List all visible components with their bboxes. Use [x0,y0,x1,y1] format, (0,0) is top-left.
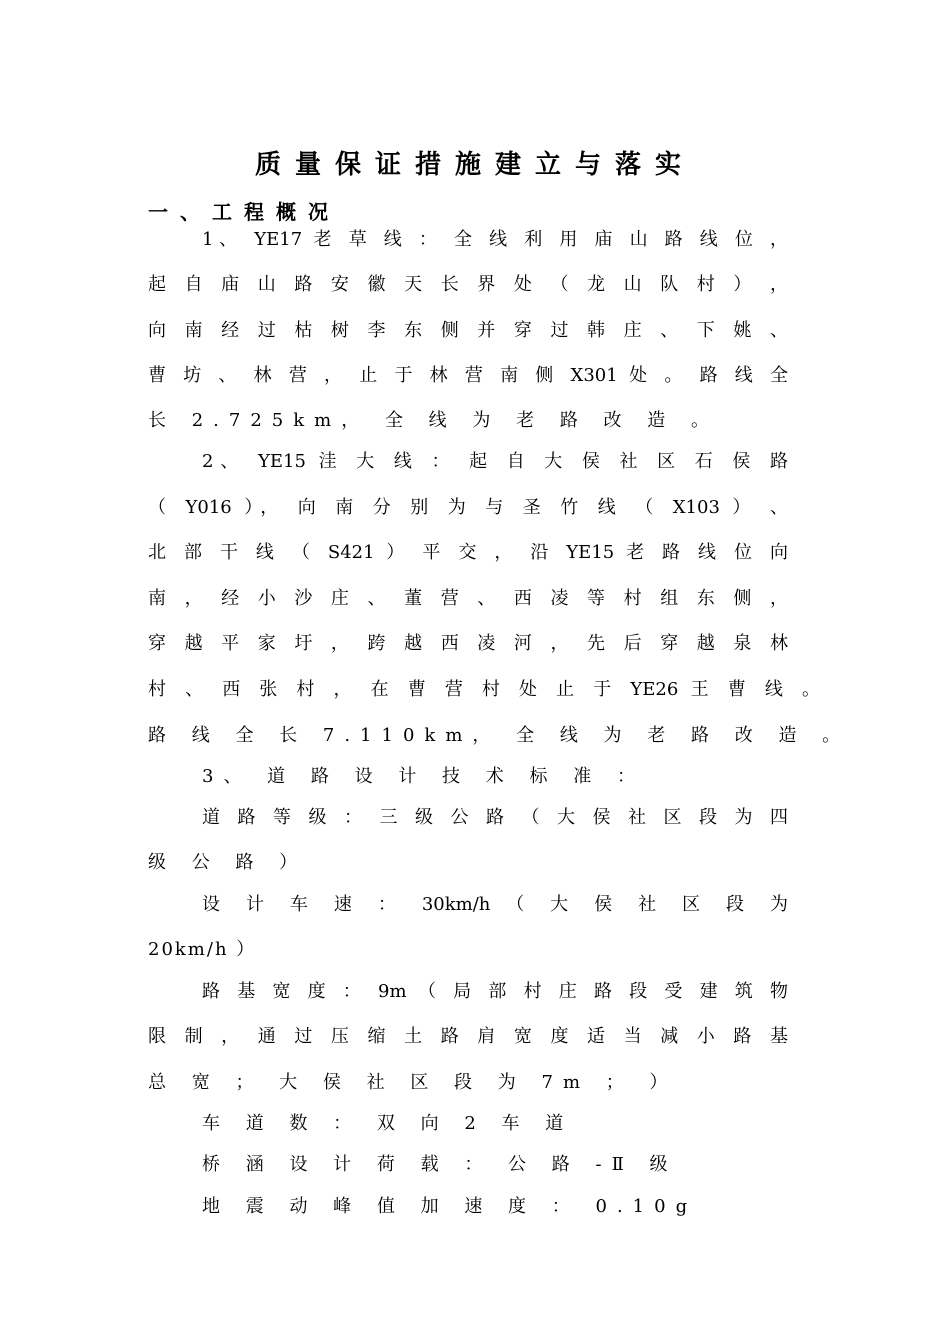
section-heading: 一、工程概况 [148,200,340,224]
document-title: 质量保证措施建立与落实 [254,150,695,180]
paragraph-line: 3、 道 路 设 计 技 术 标 准 ： [202,766,645,787]
paragraph-line: 曹 坊 、 林 营 ， 止 于 林 营 南 侧 X301 处 。 路 线 全 [148,365,788,386]
paragraph-line: 桥 涵 设 计 荷 载 ： 公 路 -Ⅱ 级 [202,1154,678,1175]
paragraph-line: 穿 越 平 家 圩 ， 跨 越 西 凌 河 ， 先 后 穿 越 泉 林 [148,633,788,654]
paragraph-line: 起 自 庙 山 路 安 徽 天 长 界 处 （ 龙 山 队 村 ） ， [148,274,788,295]
paragraph-line: 级 公 路 ） [148,852,308,873]
paragraph-line: （ Y016 ）， 向 南 分 别 为 与 圣 竹 线 （ X103 ） 、 [148,497,788,518]
paragraph-line: 路 线 全 长 7.110km， 全 线 为 老 路 改 造 。 [148,725,851,746]
paragraph-line: 向 南 经 过 枯 树 李 东 侧 并 穿 过 韩 庄 、 下 姚 、 [148,320,788,341]
paragraph-line: 20km/h ） [148,939,257,960]
paragraph-line: 村 、 西 张 村 ， 在 曹 营 村 处 止 于 YE26 王 曹 线 。 [148,679,820,700]
paragraph-line: 北 部 干 线 （ S421 ） 平 交 ， 沿 YE15 老 路 线 位 向 [148,542,788,563]
paragraph-line: 地 震 动 峰 值 加 速 度 ： 0.10g [202,1196,698,1217]
paragraph-line: 2、 YE15 洼 大 线 ： 起 自 大 侯 社 区 石 侯 路 [202,451,788,472]
paragraph-line: 限 制 ， 通 过 压 缩 土 路 肩 宽 度 适 当 减 小 路 基 [148,1026,788,1047]
paragraph-line: 长 2.725km， 全 线 为 老 路 改 造 。 [148,410,719,431]
paragraph-line: 路 基 宽 度 ： 9m （ 局 部 村 庄 路 段 受 建 筑 物 [202,981,788,1002]
paragraph-line: 1、 YE17 老 草 线 ： 全 线 利 用 庙 山 路 线 位 ， [202,229,788,250]
paragraph-line: 道 路 等 级 ： 三 级 公 路 （ 大 侯 社 区 段 为 四 [202,807,788,828]
paragraph-line: 设 计 车 速 ： 30km/h （ 大 侯 社 区 段 为 [202,894,788,915]
paragraph-line: 总 宽 ； 大 侯 社 区 段 为 7m ； ） [148,1072,678,1093]
paragraph-line: 车 道 数 ： 双 向 2 车 道 [202,1113,574,1134]
paragraph-line: 南 ， 经 小 沙 庄 、 董 营 、 西 凌 等 村 组 东 侧 ， [148,588,788,609]
